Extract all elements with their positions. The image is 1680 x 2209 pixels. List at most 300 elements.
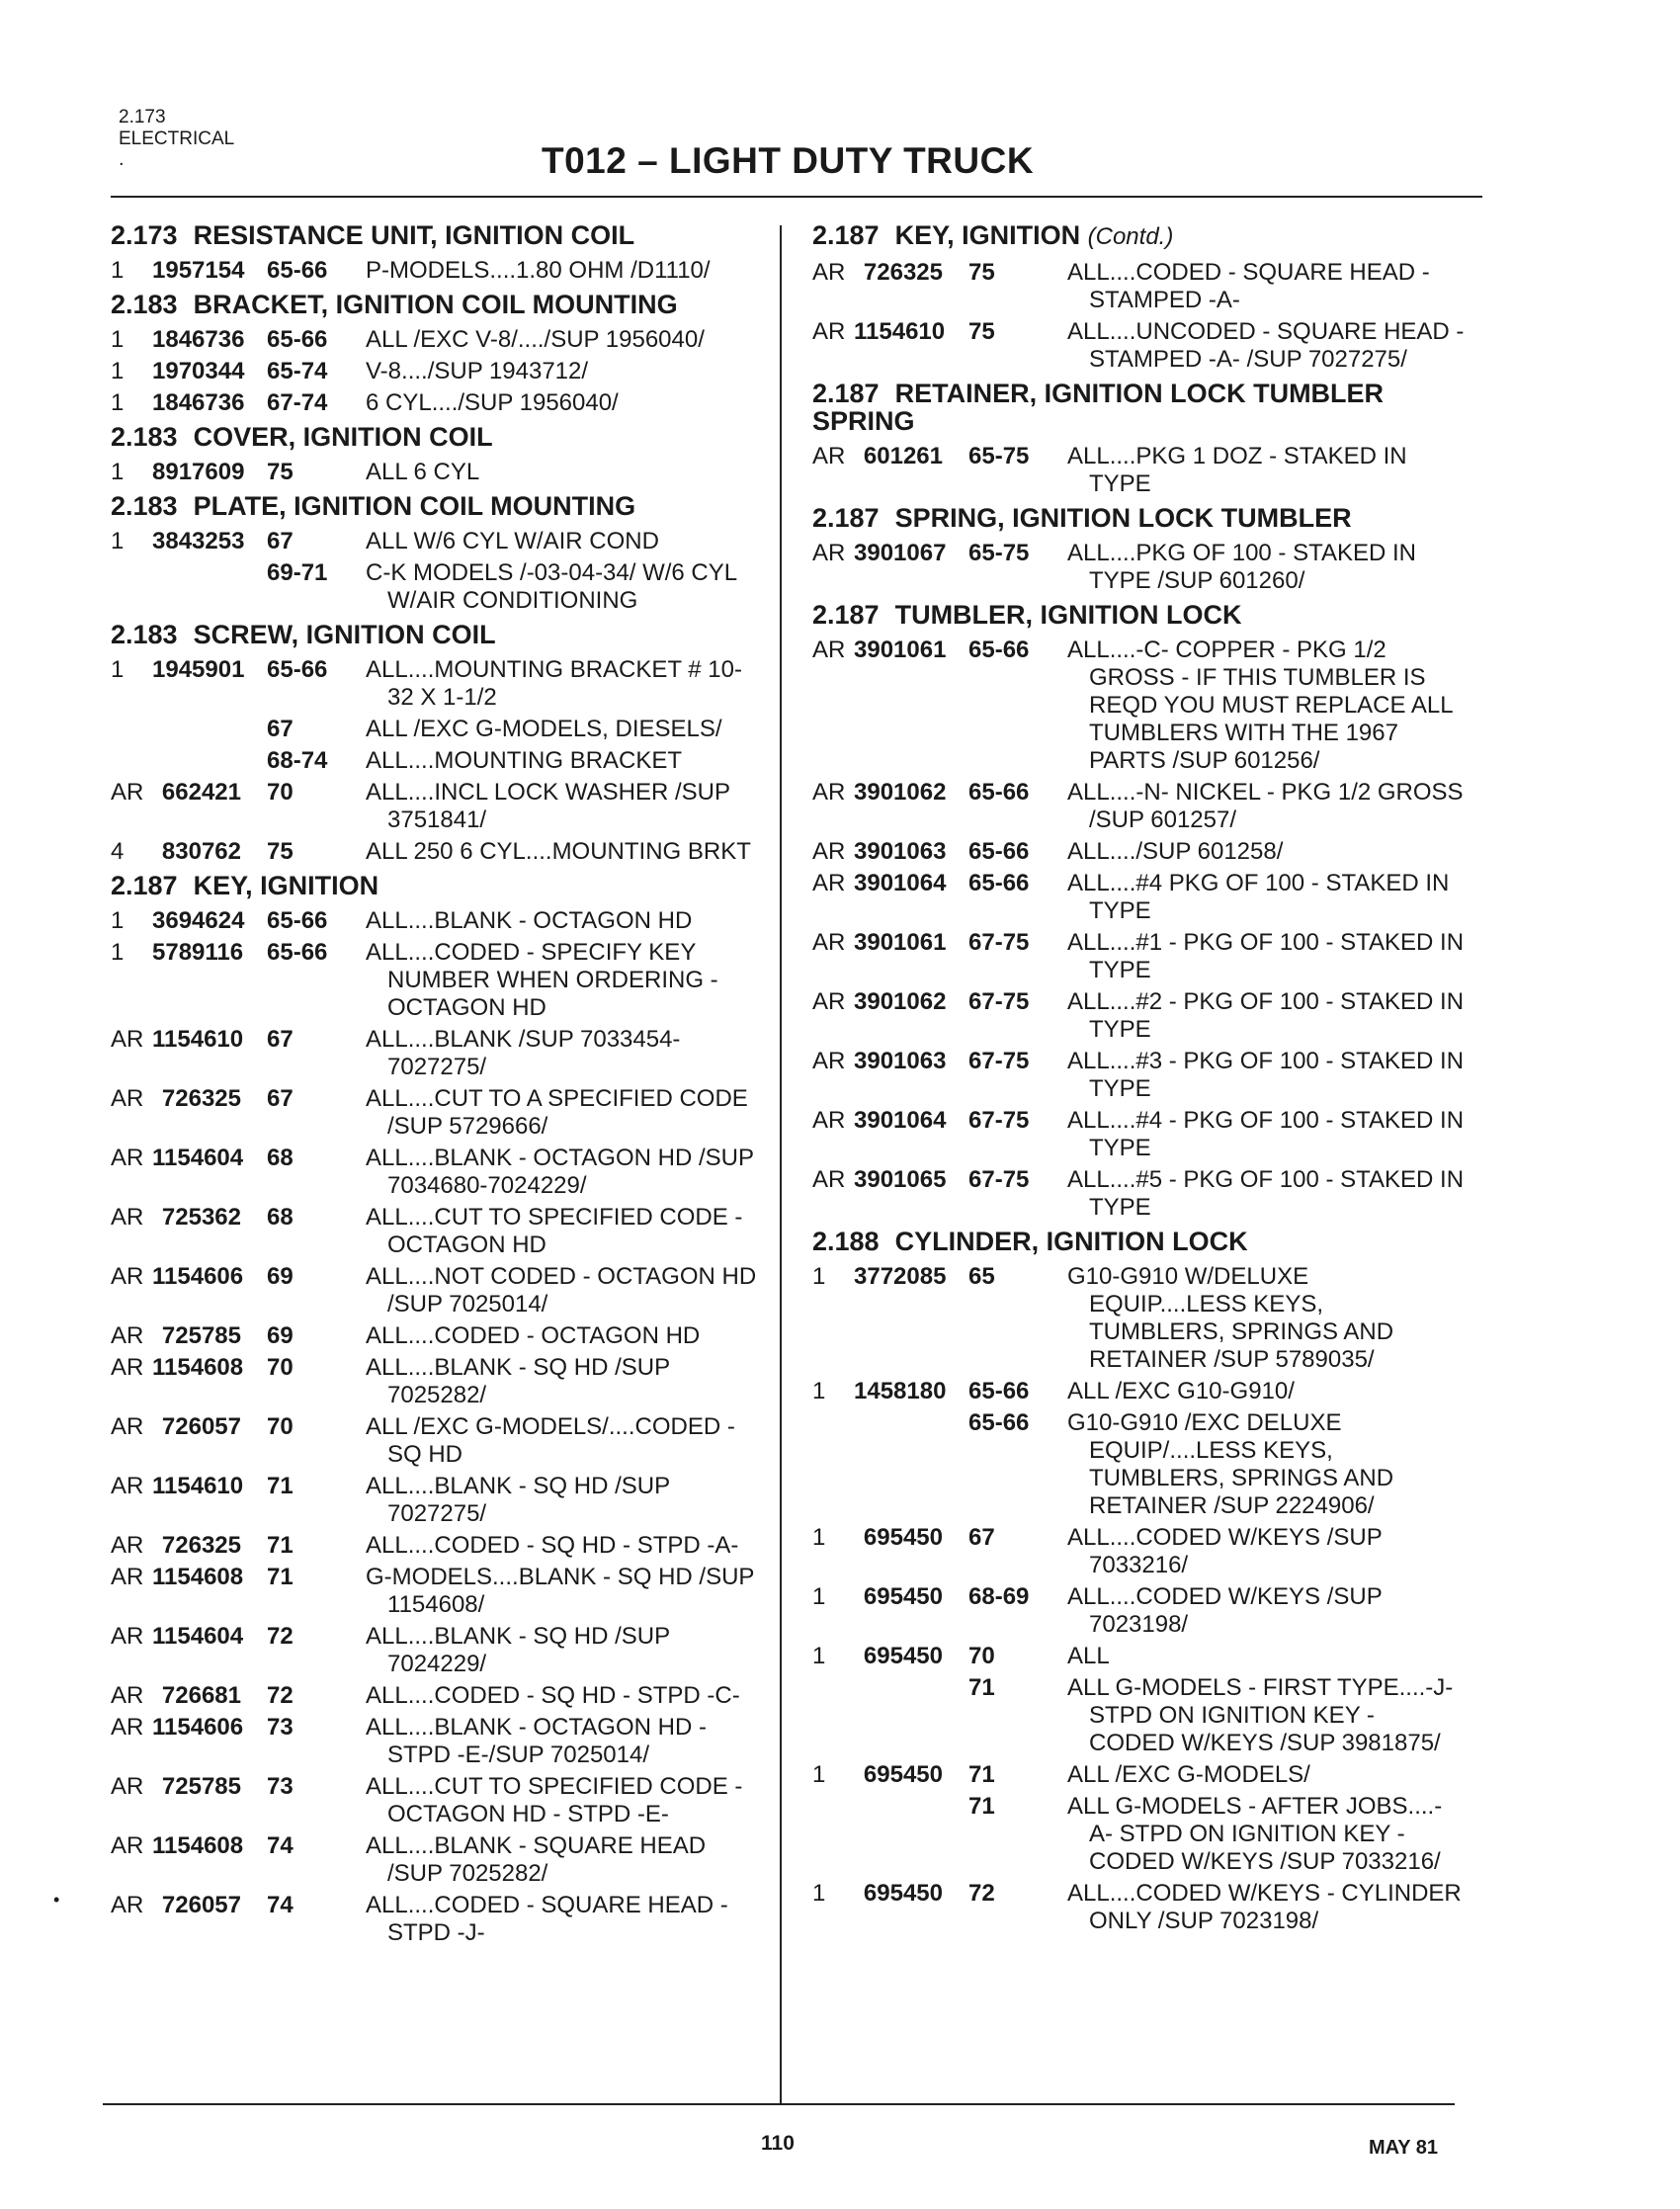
entry-description: ALL....CODED - SQ HD - STPD -A-: [366, 1532, 739, 1559]
parts-entry: [111, 459, 763, 486]
header-dot: .: [119, 148, 125, 170]
entry-description: ALL....#1 - PKG OF 100 - STAKED IN TYPE: [1067, 929, 1465, 983]
margin-bullet: •: [53, 1890, 60, 1910]
entry-part-number: 3901064: [854, 870, 947, 896]
entry-model-year: 72: [968, 1880, 995, 1907]
parts-entry: [812, 1583, 1465, 1639]
entry-quantity: AR: [111, 1354, 144, 1381]
section-heading: [111, 492, 763, 520]
entry-part-number: 1846736: [152, 326, 245, 353]
entry-model-year: 67: [267, 528, 294, 554]
entry-model-year: 75: [968, 259, 995, 286]
entry-part-number: 1154604: [152, 1145, 244, 1171]
entry-description: ALL G-MODELS - FIRST TYPE....-J- STPD ON IGNITION KEY - CODED W/KEYS /SUP 3981875/: [1067, 1674, 1454, 1756]
parts-entry: [812, 1166, 1465, 1222]
entry-model-year: 75: [267, 459, 294, 485]
section-heading: [812, 504, 1465, 532]
parts-entry: [111, 257, 763, 285]
entry-part-number: 726681: [161, 1682, 241, 1709]
entry-part-number: 695450: [863, 1643, 943, 1669]
parts-section: [111, 621, 763, 866]
entry-description: ALL....#3 - PKG OF 100 - STAKED IN TYPE: [1067, 1048, 1465, 1102]
entry-description: ALL....#4 - PKG OF 100 - STAKED IN TYPE: [1067, 1107, 1465, 1161]
entry-quantity: 1: [111, 939, 125, 966]
entry-model-year: 70: [968, 1643, 995, 1669]
parts-entry: [111, 1532, 763, 1560]
entry-description: G-MODELS....BLANK - SQ HD /SUP 1154608/: [366, 1564, 754, 1618]
entry-model-year: 72: [267, 1623, 294, 1650]
entry-model-year: 65-66: [968, 1378, 1030, 1404]
parts-entry: [812, 1107, 1465, 1162]
entry-quantity: [812, 1409, 854, 1520]
entry-part-number: 1458180: [854, 1378, 947, 1404]
entry-quantity: AR: [111, 779, 144, 806]
entry-quantity: AR: [111, 1892, 144, 1918]
entry-description: ALL /EXC G-MODELS/: [1067, 1761, 1310, 1788]
entry-part-number: 3694624: [152, 907, 245, 934]
entry-model-year: 71: [968, 1793, 995, 1820]
parts-entry: [111, 838, 763, 866]
continued-label: (Contd.): [1087, 223, 1174, 250]
parts-entry: [812, 1263, 1465, 1374]
entry-part-number: 5789116: [152, 939, 244, 966]
entry-description: ALL....BLANK /SUP 7033454-7027275/: [366, 1026, 681, 1080]
page-header-section: [119, 107, 234, 150]
entry-description: ALL....BLANK - SQ HD /SUP 7025282/: [366, 1354, 670, 1408]
parts-entry: [812, 988, 1465, 1044]
parts-entry: [812, 1409, 1465, 1520]
entry-quantity: AR: [111, 1532, 144, 1559]
parts-entry: [111, 389, 763, 417]
parts-section: [111, 492, 763, 615]
parts-entry: [111, 1892, 763, 1947]
entry-part-number: 1154610: [152, 1473, 244, 1499]
entry-quantity: 1: [111, 528, 125, 554]
entry-quantity: AR: [812, 1107, 846, 1134]
entry-model-year: 65-75: [968, 540, 1030, 566]
parts-section: [812, 601, 1465, 1222]
entry-model-year: 65-66: [968, 870, 1030, 896]
entry-quantity: 1: [111, 656, 125, 683]
entry-part-number: 601261: [863, 443, 943, 469]
entry-part-number: 3901061: [854, 929, 947, 956]
section-heading-number: 2.183: [111, 491, 178, 521]
section-heading: [111, 221, 763, 249]
parts-section: [812, 504, 1465, 595]
section-category: ELECTRICAL: [119, 128, 235, 149]
entry-part-number: [152, 559, 267, 615]
parts-entry: [111, 747, 763, 775]
entry-description: ALL G-MODELS - AFTER JOBS....-A- STPD ON IGNITION KEY - CODED W/KEYS /SUP 7033216/: [1067, 1793, 1443, 1875]
entry-model-year: 67: [267, 1026, 294, 1053]
entry-quantity: 1: [812, 1263, 826, 1290]
entry-description: ALL....CODED W/KEYS /SUP 7023198/: [1067, 1583, 1383, 1638]
entry-part-number: 3843253: [152, 528, 245, 554]
entry-quantity: [111, 747, 152, 775]
entry-description: ALL....#4 PKG OF 100 - STAKED IN TYPE: [1067, 870, 1450, 924]
entry-part-number: 3901062: [854, 779, 947, 806]
entry-part-number: 1154606: [152, 1714, 244, 1741]
entry-model-year: 65-66: [968, 779, 1030, 806]
entry-quantity: AR: [111, 1204, 144, 1231]
entry-model-year: 65-66: [267, 257, 328, 284]
parts-section: [812, 221, 1465, 374]
entry-quantity: AR: [111, 1564, 144, 1590]
entry-quantity: AR: [111, 1413, 144, 1440]
section-heading: [812, 1228, 1465, 1255]
entry-quantity: 1: [812, 1880, 826, 1907]
entry-quantity: 1: [812, 1761, 826, 1788]
entry-model-year: 69-71: [267, 559, 328, 586]
section-heading-number: 2.187: [111, 871, 178, 900]
entry-quantity: AR: [812, 259, 846, 286]
parts-entry: [111, 1322, 763, 1350]
entry-description: ALL: [1067, 1643, 1110, 1669]
entry-part-number: 725362: [161, 1204, 241, 1231]
entry-description: G10-G910 W/DELUXE EQUIP....LESS KEYS, TUMBLERS, SPRINGS AND RETAINER /SUP 5789035/: [1067, 1263, 1394, 1373]
parts-entry: [111, 939, 763, 1022]
entry-quantity: 1: [111, 907, 125, 934]
entry-model-year: 69: [267, 1263, 294, 1290]
entry-model-year: 65-66: [968, 637, 1030, 663]
parts-entry: [111, 326, 763, 354]
section-number: 2.173: [119, 107, 166, 127]
entry-description: ALL /EXC V-8/..../SUP 1956040/: [366, 326, 705, 353]
entry-model-year: 67: [267, 716, 294, 742]
parts-entry: [812, 838, 1465, 866]
parts-entry: [111, 1145, 763, 1200]
entry-part-number: [152, 716, 267, 743]
section-heading: [111, 291, 763, 318]
section-heading-title: CYLINDER, IGNITION LOCK: [894, 1227, 1248, 1256]
parts-section: [812, 380, 1465, 498]
entry-quantity: AR: [111, 1145, 144, 1171]
entry-part-number: 726325: [863, 259, 943, 286]
entry-part-number: 3901065: [854, 1166, 947, 1193]
entry-model-year: 67-75: [968, 1107, 1030, 1134]
entry-quantity: 1: [812, 1524, 826, 1551]
entry-model-year: 65-75: [968, 443, 1030, 469]
entry-description: ALL 250 6 CYL....MOUNTING BRKT: [366, 838, 751, 865]
entry-description: ALL....NOT CODED - OCTAGON HD /SUP 7025014/: [366, 1263, 757, 1317]
entry-part-number: 726057: [161, 1413, 241, 1440]
parts-entry: [812, 318, 1465, 374]
entry-model-year: 65-66: [968, 1409, 1030, 1436]
parts-entry: [111, 1623, 763, 1678]
entry-model-year: 68: [267, 1204, 294, 1231]
parts-entry: [812, 1793, 1465, 1876]
entry-part-number: 3901067: [854, 540, 947, 566]
section-heading: [111, 423, 763, 451]
entry-model-year: 71: [267, 1532, 294, 1559]
entry-part-number: 8917609: [152, 459, 245, 485]
parts-entry: [111, 1354, 763, 1409]
entry-part-number: [152, 747, 267, 775]
entry-part-number: 3901062: [854, 988, 947, 1015]
parts-entry: [111, 1773, 763, 1828]
parts-entry: [812, 1761, 1465, 1789]
parts-section: [111, 291, 763, 417]
parts-entry: [812, 443, 1465, 498]
section-heading-number: 2.183: [111, 422, 178, 452]
right-column: [812, 215, 1465, 1941]
entry-description: ALL....CODED W/KEYS /SUP 7033216/: [1067, 1524, 1383, 1578]
entry-description: ALL....BLANK - SQ HD /SUP 7024229/: [366, 1623, 670, 1677]
entry-description: ALL....#5 - PKG OF 100 - STAKED IN TYPE: [1067, 1166, 1465, 1221]
section-heading: [812, 601, 1465, 629]
entry-quantity: [111, 559, 152, 615]
entry-part-number: 662421: [161, 779, 241, 806]
section-heading-title: BRACKET, IGNITION COIL MOUNTING: [193, 290, 678, 319]
section-heading-title: KEY, IGNITION: [193, 871, 379, 900]
entry-part-number: 3901063: [854, 1048, 947, 1074]
parts-entry: [111, 1413, 763, 1469]
entry-description: ALL....CODED W/KEYS - CYLINDER ONLY /SUP 7023198/: [1067, 1880, 1462, 1934]
entry-description: P-MODELS....1.80 OHM /D1110/: [366, 257, 711, 284]
entry-quantity: AR: [812, 637, 846, 663]
parts-entry: [111, 1832, 763, 1888]
entry-description: ALL....BLANK - SQUARE HEAD /SUP 7025282/: [366, 1832, 707, 1887]
parts-entry: [111, 1204, 763, 1259]
parts-section: [111, 423, 763, 486]
entry-model-year: 67-75: [968, 988, 1030, 1015]
entry-description: ALL....BLANK - OCTAGON HD /SUP 7034680-7024229/: [366, 1145, 754, 1199]
entry-part-number: 3901064: [854, 1107, 947, 1134]
entry-model-year: 70: [267, 779, 294, 806]
section-heading-title: COVER, IGNITION COIL: [193, 422, 493, 452]
parts-entry: [812, 1674, 1465, 1757]
parts-entry: [111, 1564, 763, 1619]
entry-model-year: 67-75: [968, 1166, 1030, 1193]
entry-quantity: 1: [812, 1583, 826, 1610]
entry-part-number: 1970344: [152, 358, 245, 384]
entry-quantity: AR: [812, 318, 846, 345]
entry-description: V-8..../SUP 1943712/: [366, 358, 589, 384]
section-heading-title: KEY, IGNITION: [894, 220, 1081, 250]
entry-part-number: 3772085: [854, 1263, 947, 1290]
entry-description: ALL /EXC G10-G910/: [1067, 1378, 1295, 1404]
entry-quantity: AR: [111, 1682, 144, 1709]
parts-entry: [812, 637, 1465, 775]
entry-description: ALL /EXC G-MODELS/....CODED - SQ HD: [366, 1413, 735, 1468]
section-heading-number: 2.187: [812, 503, 880, 533]
entry-description: ALL....#2 - PKG OF 100 - STAKED IN TYPE: [1067, 988, 1465, 1043]
parts-entry: [111, 1473, 763, 1528]
section-heading-title: SCREW, IGNITION COIL: [193, 620, 496, 649]
entry-model-year: 68-74: [267, 747, 328, 774]
section-heading: [111, 872, 763, 899]
section-heading-title: SPRING, IGNITION LOCK TUMBLER: [894, 503, 1352, 533]
parts-entry: [111, 528, 763, 555]
entry-part-number: 726325: [161, 1085, 241, 1112]
entry-description: ALL....BLANK - OCTAGON HD - STPD -E-/SUP 7025014/: [366, 1714, 707, 1768]
entry-description: ALL....CUT TO SPECIFIED CODE - OCTAGON HD: [366, 1204, 743, 1258]
section-heading-number: 2.188: [812, 1227, 880, 1256]
entry-model-year: 71: [267, 1564, 294, 1590]
entry-part-number: 725785: [161, 1322, 241, 1349]
parts-entry: [111, 716, 763, 743]
parts-section: [111, 221, 763, 285]
entry-description: ALL....CUT TO A SPECIFIED CODE /SUP 5729666/: [366, 1085, 748, 1140]
entry-quantity: AR: [812, 443, 846, 469]
entry-model-year: 65-74: [267, 358, 328, 384]
entry-description: ALL....INCL LOCK WASHER /SUP 3751841/: [366, 779, 730, 833]
parts-entry: [812, 1378, 1465, 1405]
parts-entry: [812, 870, 1465, 925]
entry-quantity: AR: [812, 1166, 846, 1193]
section-heading-number: 2.173: [111, 220, 178, 250]
entry-description: ALL....PKG 1 DOZ - STAKED IN TYPE: [1067, 443, 1407, 497]
entry-model-year: 74: [267, 1832, 294, 1859]
parts-entry: [111, 1682, 763, 1710]
entry-model-year: 75: [267, 838, 294, 865]
section-heading-title: TUMBLER, IGNITION LOCK: [894, 600, 1242, 630]
entry-description: ALL /EXC G-MODELS, DIESELS/: [366, 716, 722, 742]
entry-description: ALL....PKG OF 100 - STAKED IN TYPE /SUP 601260/: [1067, 540, 1417, 594]
publication-date: MAY 81: [1369, 2137, 1439, 2159]
entry-model-year: 67-74: [267, 389, 328, 416]
entry-quantity: AR: [111, 1263, 144, 1290]
parts-entry: [111, 1026, 763, 1081]
entry-description: G10-G910 /EXC DELUXE EQUIP/....LESS KEYS, TUMBLERS, SPRINGS AND RETAINER /SUP 2224906/: [1067, 1409, 1394, 1519]
entry-description: C-K MODELS /-03-04-34/ W/6 CYL W/AIR CONDITIONING: [366, 559, 737, 614]
entry-part-number: 3901063: [854, 838, 947, 865]
entry-quantity: 1: [812, 1643, 826, 1669]
entry-quantity: AR: [812, 870, 846, 896]
entry-model-year: 65-66: [267, 326, 328, 353]
header-rule: [111, 196, 1482, 198]
entry-quantity: AR: [111, 1322, 144, 1349]
entry-part-number: [854, 1793, 968, 1876]
parts-entry: [111, 907, 763, 935]
column-divider: [780, 225, 782, 2103]
parts-entry: [111, 559, 763, 615]
parts-entry: [812, 259, 1465, 314]
section-heading: [111, 621, 763, 648]
entry-description: ALL....MOUNTING BRACKET # 10-32 X 1-1/2: [366, 656, 742, 711]
page-title: T012 – LIGHT DUTY TRUCK: [542, 140, 1035, 181]
parts-entry: [812, 1048, 1465, 1103]
entry-model-year: 68: [267, 1145, 294, 1171]
entry-description: ALL....-C- COPPER - PKG 1/2 GROSS - IF THIS TUMBLER IS REQD YOU MUST REPLACE ALL TUMBLERS WITH THE 1967 PARTS /SUP 601256/: [1067, 637, 1453, 774]
entry-quantity: AR: [111, 1473, 144, 1499]
entry-description: ALL....UNCODED - SQUARE HEAD - STAMPED -A- /SUP 7027275/: [1067, 318, 1465, 373]
entry-quantity: [812, 1674, 854, 1757]
entry-description: ALL....CODED - SPECIFY KEY NUMBER WHEN ORDERING - OCTAGON HD: [366, 939, 718, 1021]
entry-quantity: AR: [111, 1714, 144, 1741]
entry-quantity: AR: [812, 1048, 846, 1074]
entry-quantity: 4: [111, 838, 125, 865]
entry-part-number: 3901061: [854, 637, 947, 663]
parts-entry: [111, 358, 763, 385]
parts-entry: [812, 540, 1465, 595]
entry-part-number: 1957154: [152, 257, 245, 284]
entry-quantity: AR: [812, 988, 846, 1015]
entry-part-number: 1154608: [152, 1354, 244, 1381]
entry-description: ALL....BLANK - OCTAGON HD: [366, 907, 693, 934]
entry-quantity: AR: [111, 1623, 144, 1650]
entry-description: ALL....MOUNTING BRACKET: [366, 747, 683, 774]
entry-part-number: 1846736: [152, 389, 245, 416]
entry-quantity: AR: [812, 929, 846, 956]
entry-quantity: AR: [111, 1026, 144, 1053]
left-column: [111, 215, 763, 1953]
parts-section: [111, 872, 763, 1947]
section-heading-number: 2.187: [812, 220, 880, 250]
section-heading-title: RETAINER, IGNITION LOCK TUMBLER SPRING: [812, 379, 1385, 436]
entry-description: ALL....-N- NICKEL - PKG 1/2 GROSS /SUP 601257/: [1067, 779, 1464, 833]
entry-quantity: AR: [111, 1773, 144, 1800]
entry-model-year: 67: [267, 1085, 294, 1112]
section-heading-number: 2.187: [812, 600, 880, 630]
entry-model-year: 65: [968, 1263, 995, 1290]
entry-part-number: 1154608: [152, 1832, 244, 1859]
entry-quantity: 1: [111, 358, 125, 384]
entry-quantity: 1: [812, 1378, 826, 1404]
entry-description: ALL....CUT TO SPECIFIED CODE - OCTAGON HD - STPD -E-: [366, 1773, 743, 1827]
entry-part-number: 830762: [161, 838, 241, 865]
entry-part-number: 1154604: [152, 1623, 244, 1650]
entry-description: ALL 6 CYL: [366, 459, 480, 485]
entry-model-year: 71: [968, 1674, 995, 1701]
entry-description: ALL....CODED - OCTAGON HD: [366, 1322, 701, 1349]
entry-model-year: 69: [267, 1322, 294, 1349]
entry-model-year: 70: [267, 1413, 294, 1440]
entry-quantity: [111, 716, 152, 743]
entry-model-year: 74: [267, 1892, 294, 1918]
entry-part-number: 695450: [863, 1880, 943, 1907]
entry-part-number: 1154606: [152, 1263, 244, 1290]
entry-quantity: 1: [111, 257, 125, 284]
page-number: 110: [761, 2132, 795, 2155]
parts-entry: [812, 1880, 1465, 1935]
entry-quantity: AR: [111, 1085, 144, 1112]
entry-model-year: 67: [968, 1524, 995, 1551]
entry-description: ALL..../SUP 601258/: [1067, 838, 1284, 865]
parts-entry: [111, 779, 763, 834]
entry-quantity: AR: [812, 540, 846, 566]
entry-part-number: 1154610: [854, 318, 946, 345]
entry-part-number: [854, 1409, 968, 1520]
entry-part-number: 695450: [863, 1583, 943, 1610]
entry-model-year: 73: [267, 1773, 294, 1800]
entry-model-year: 68-69: [968, 1583, 1030, 1610]
entry-description: ALL....BLANK - SQ HD /SUP 7027275/: [366, 1473, 670, 1527]
entry-part-number: 726325: [161, 1532, 241, 1559]
entry-part-number: 725785: [161, 1773, 241, 1800]
entry-model-year: 75: [968, 318, 995, 345]
parts-entry: [111, 656, 763, 712]
entry-description: ALL....CODED - SQUARE HEAD - STPD -J-: [366, 1892, 728, 1946]
entry-model-year: 71: [267, 1473, 294, 1499]
entry-description: 6 CYL..../SUP 1956040/: [366, 389, 619, 416]
entry-quantity: 1: [111, 459, 125, 485]
section-heading-number: 2.183: [111, 290, 178, 319]
entry-part-number: 695450: [863, 1524, 943, 1551]
entry-model-year: 65-66: [267, 907, 328, 934]
parts-entry: [812, 779, 1465, 834]
entry-part-number: 1945901: [152, 656, 245, 683]
entry-model-year: 73: [267, 1714, 294, 1741]
parts-entry: [812, 1524, 1465, 1579]
parts-entry: [812, 1643, 1465, 1670]
parts-entry: [111, 1085, 763, 1141]
section-heading: [812, 380, 1465, 435]
entry-quantity: 1: [111, 389, 125, 416]
section-heading: [812, 221, 1465, 251]
parts-section: [812, 1228, 1465, 1935]
entry-quantity: AR: [111, 1832, 144, 1859]
